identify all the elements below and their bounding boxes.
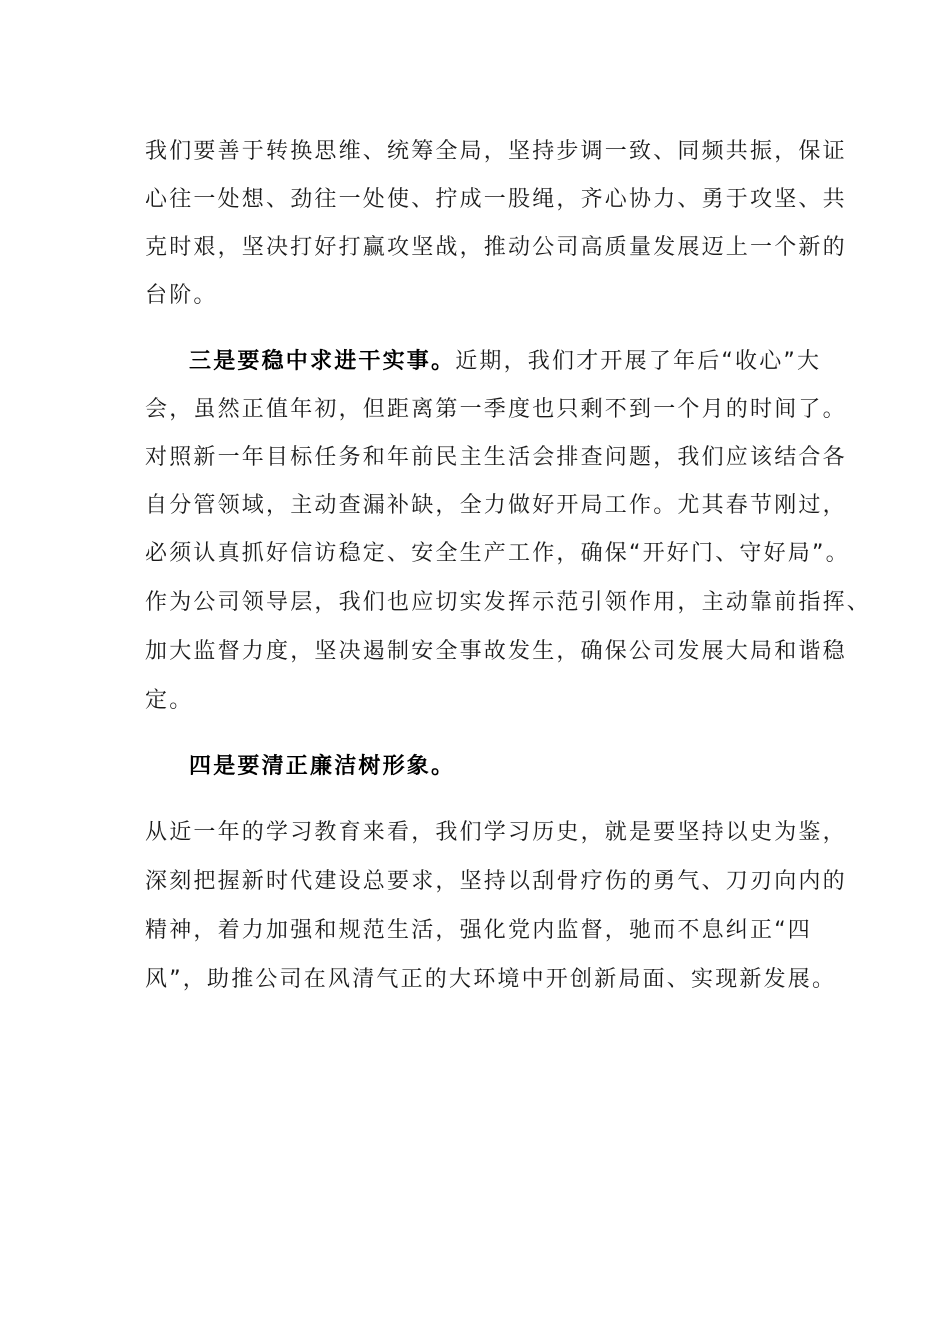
paragraph-2-line-7: 加大监督力度，坚决遏制安全事故发生，确保公司发展大局和谐稳 <box>145 639 847 664</box>
paragraph-2-line-6: 作为公司领导层，我们也应切实发挥示范引领作用，主动靠前指挥、 <box>145 590 872 615</box>
paragraph-2-line-2: 会，虽然正值年初，但距离第一季度也只剩不到一个月的时间了。 <box>145 397 847 422</box>
paragraph-1-line-2: 心往一处想、劲往一处使、拧成一股绳，齐心协力、勇于攻坚、共 <box>145 187 847 212</box>
paragraph-2-line-5: 必须认真抓好信访稳定、安全生产工作，确保“开好门、守好局”。 <box>145 541 850 566</box>
paragraph-2-line-3: 对照新一年目标任务和年前民主生活会排查问题，我们应该结合各 <box>145 445 847 470</box>
section-heading-three: 三是要稳中求进干实事。 <box>189 349 456 374</box>
paragraph-2-line-8: 定。 <box>145 688 194 713</box>
paragraph-4-line-1: 从近一年的学习教育来看，我们学习历史，就是要坚持以史为鉴， <box>145 820 847 845</box>
paragraph-4-line-4: 风”，助推公司在风清气正的大环境中开创新局面、实现新发展。 <box>145 967 837 992</box>
paragraph-4-line-3: 精神，着力加强和规范生活，强化党内监督，驰而不息纠正“四 <box>145 918 812 943</box>
paragraph-1-line-1: 我们要善于转换思维、统筹全局，坚持步调一致、同频共振，保证 <box>145 139 847 164</box>
section-heading-four: 四是要清正廉洁树形象。 <box>189 754 456 779</box>
paragraph-4-line-2: 深刻把握新时代建设总要求，坚持以刮骨疗伤的勇气、刀刃向内的 <box>145 869 847 894</box>
paragraph-2-first-line <box>189 348 821 376</box>
paragraph-1-line-4: 台阶。 <box>145 283 218 308</box>
paragraph-2-first-line-text: 近期，我们才开展了年后“收心”大 <box>455 349 822 374</box>
paragraph-2-line-4: 自分管领域，主动查漏补缺，全力做好开局工作。尤其春节刚过， <box>145 493 847 518</box>
paragraph-1-line-3: 克时艰，坚决打好打赢攻坚战，推动公司高质量发展迈上一个新的 <box>145 235 847 260</box>
